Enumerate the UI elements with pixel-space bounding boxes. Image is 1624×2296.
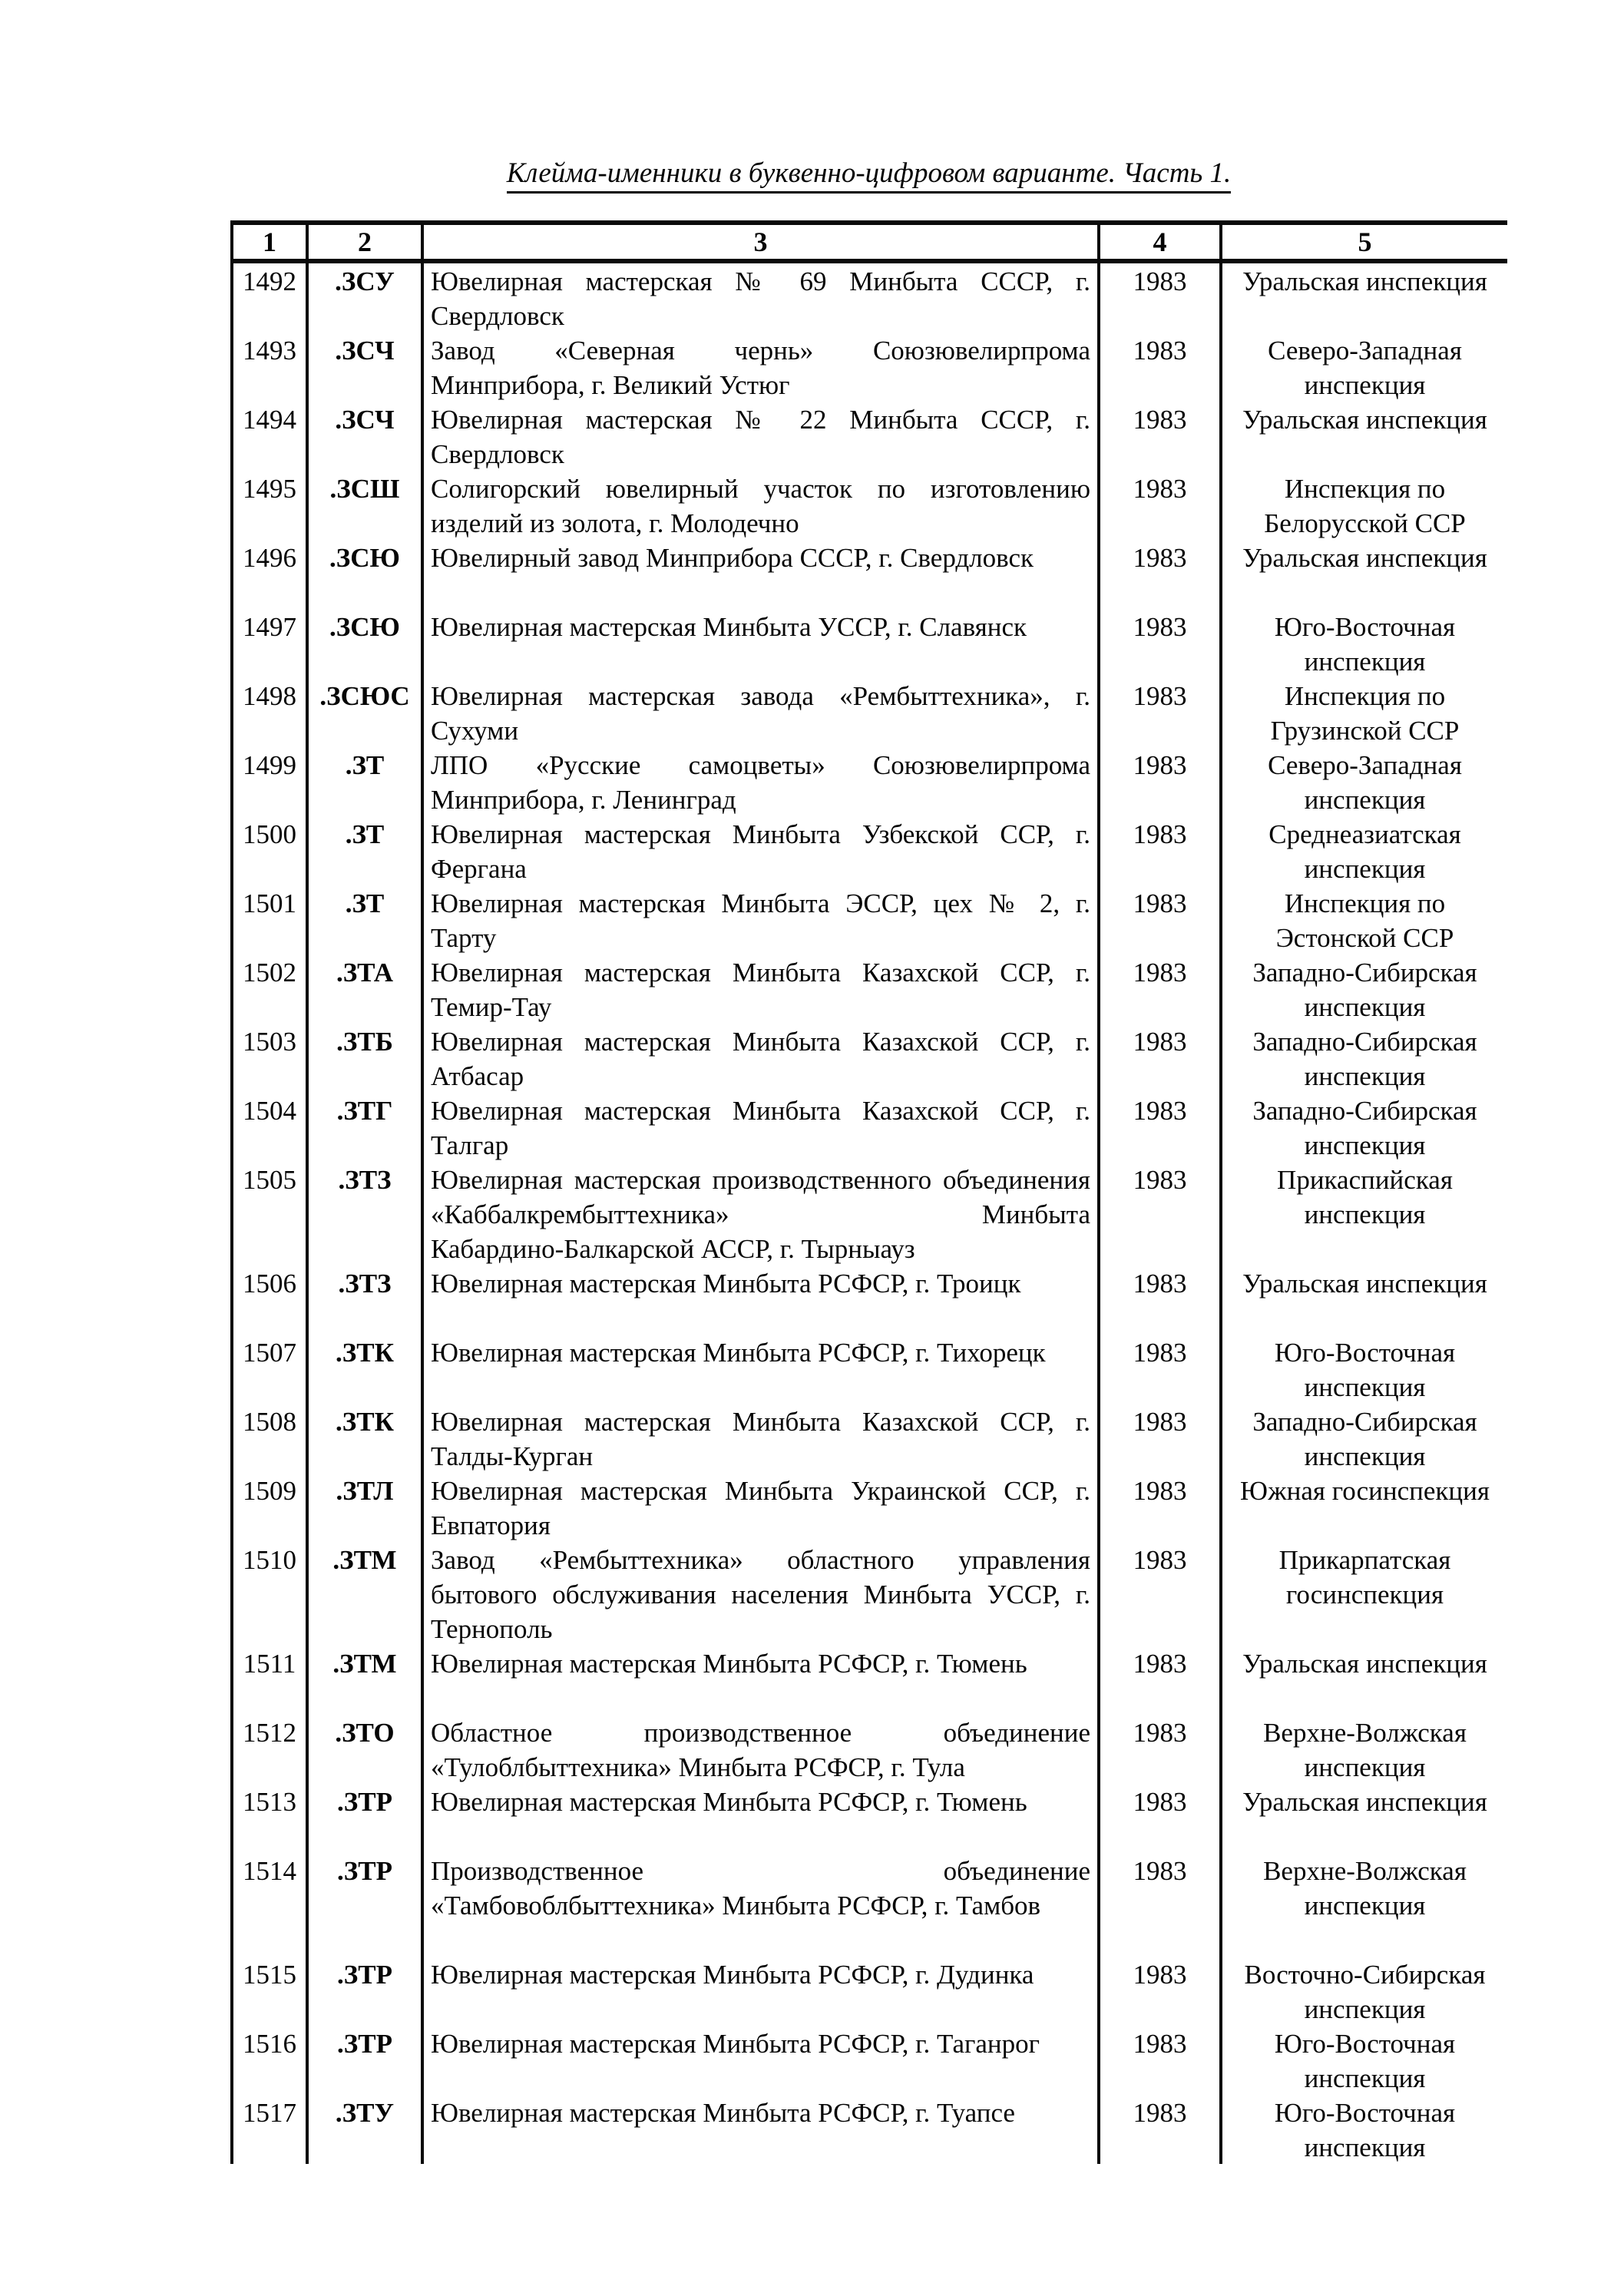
marks-table [230, 220, 1507, 2164]
cell-inspection [1222, 402, 1507, 471]
inspection-line: Западно-Сибирская [1252, 958, 1477, 988]
cell-inspection [1222, 609, 1507, 678]
cell-mark-code: .ЗСШ [309, 471, 424, 540]
cell-organization [424, 2095, 1100, 2164]
description-line: Ювелирная мастерская Минбыта РСФСР, г. Троицк [431, 1269, 1021, 1299]
inspection-line: Инспекция по [1284, 681, 1446, 711]
cell-row-number: 1501 [233, 885, 309, 954]
description-line: Тарту [431, 923, 497, 953]
description-line: Ювелирная мастерская Минбыта РСФСР, г. Тюмень [431, 1787, 1027, 1817]
cell-row-number: 1507 [233, 1335, 309, 1404]
description-line: Ювелирная мастерская Минбыта Казахской ССР, г. [431, 1027, 1090, 1057]
inspection-line: Юго-Восточная [1274, 1338, 1456, 1368]
cell-organization [424, 402, 1100, 471]
inspection-line: Юго-Восточная [1274, 612, 1456, 642]
cell-organization [424, 263, 1100, 332]
header-col-3: 3 [424, 225, 1100, 259]
page-title-text: Клейма-именники в буквенно-цифровом варианте. Часть 1. [507, 157, 1232, 194]
cell-organization [424, 816, 1100, 885]
cell-organization [424, 954, 1100, 1024]
description-line: Завод «Северная чернь» Союзювелирпрома [431, 336, 1090, 366]
inspection-line: Уральская инспекция [1242, 405, 1487, 435]
table-row [233, 1093, 1507, 1162]
description-line: Сухуми [431, 716, 519, 746]
description-line: Ювелирная мастерская Минбыта Казахской ССР, г. [431, 1407, 1090, 1437]
cell-inspection [1222, 2095, 1507, 2164]
cell-row-number: 1506 [233, 1265, 309, 1335]
cell-year: 1983 [1100, 2095, 1222, 2164]
cell-inspection [1222, 1715, 1507, 1784]
description-line: Ювелирная мастерская Минбыта Узбекской ССР, г. [431, 819, 1090, 849]
description-line: ЛПО «Русские самоцветы» Союзювелирпрома [431, 750, 1090, 780]
description-line: бытового обслуживания населения Минбыта УССР, г. [431, 1580, 1090, 1610]
description-line: Ювелирная мастерская завода «Рембыттехника», г. [431, 681, 1090, 711]
inspection-line: инспекция [1304, 2063, 1426, 2093]
cell-organization [424, 1024, 1100, 1093]
cell-inspection [1222, 1784, 1507, 1853]
cell-organization [424, 1162, 1100, 1265]
cell-organization [424, 1853, 1100, 1957]
cell-mark-code: .ЗСУ [309, 263, 424, 332]
description-line: Завод «Рембыттехника» областного управления [431, 1545, 1090, 1575]
cell-year: 1983 [1100, 816, 1222, 885]
table-row [233, 471, 1507, 540]
header-col-2: 2 [309, 225, 424, 259]
cell-year: 1983 [1100, 1715, 1222, 1784]
cell-inspection [1222, 1853, 1507, 1957]
inspection-line: Белорусской ССР [1264, 508, 1466, 538]
inspection-line: инспекция [1304, 1752, 1426, 1782]
table-row [233, 2095, 1507, 2164]
table-row [233, 1646, 1507, 1715]
cell-inspection [1222, 1024, 1507, 1093]
cell-organization [424, 1404, 1100, 1473]
cell-year: 1983 [1100, 1093, 1222, 1162]
table-row [233, 402, 1507, 471]
description-line: Свердловск [431, 439, 564, 469]
cell-mark-code: .ЗТГ [309, 1093, 424, 1162]
inspection-line: инспекция [1304, 1130, 1426, 1160]
cell-inspection [1222, 471, 1507, 540]
cell-row-number: 1517 [233, 2095, 309, 2164]
inspection-line: Эстонской ССР [1275, 923, 1454, 953]
cell-inspection [1222, 885, 1507, 954]
cell-row-number: 1503 [233, 1024, 309, 1093]
description-line: Ювелирная мастерская № 22 Минбыта СССР, г. [431, 405, 1090, 435]
cell-organization [424, 1542, 1100, 1646]
description-line: Ювелирная мастерская Минбыта Казахской ССР, г. [431, 958, 1090, 988]
cell-organization [424, 471, 1100, 540]
description-line: Свердловск [431, 301, 564, 331]
inspection-line: Южная госинспекция [1240, 1476, 1490, 1506]
table-row [233, 1542, 1507, 1646]
inspection-line: Уральская инспекция [1242, 543, 1487, 573]
cell-row-number: 1511 [233, 1646, 309, 1715]
cell-row-number: 1497 [233, 609, 309, 678]
header-col-4: 4 [1100, 225, 1222, 259]
cell-row-number: 1516 [233, 2026, 309, 2095]
inspection-line: Восточно-Сибирская [1244, 1960, 1486, 1990]
description-line: «Тамбовоблбыттехника» Минбыта РСФСР, г. Тамбов [431, 1891, 1041, 1921]
description-line: «Тулоблбыттехника» Минбыта РСФСР, г. Тула [431, 1752, 965, 1782]
cell-inspection [1222, 1473, 1507, 1542]
table-row [233, 263, 1507, 332]
inspection-line: Западно-Сибирская [1252, 1027, 1477, 1057]
cell-row-number: 1492 [233, 263, 309, 332]
inspection-line: инспекция [1304, 2132, 1426, 2162]
cell-row-number: 1499 [233, 747, 309, 816]
description-line: Солигорский ювелирный участок по изготовлению [431, 474, 1090, 504]
table-row [233, 1715, 1507, 1784]
cell-year: 1983 [1100, 540, 1222, 609]
inspection-line: инспекция [1304, 1199, 1426, 1229]
cell-year: 1983 [1100, 1473, 1222, 1542]
inspection-line: Инспекция по [1284, 888, 1446, 918]
cell-mark-code: .ЗТК [309, 1335, 424, 1404]
cell-year: 1983 [1100, 1646, 1222, 1715]
cell-organization [424, 1715, 1100, 1784]
cell-year: 1983 [1100, 678, 1222, 747]
cell-year: 1983 [1100, 402, 1222, 471]
cell-year: 1983 [1100, 2026, 1222, 2095]
table-row [233, 332, 1507, 402]
inspection-line: Западно-Сибирская [1252, 1096, 1477, 1126]
cell-organization [424, 609, 1100, 678]
cell-row-number: 1514 [233, 1853, 309, 1957]
description-line: Областное производственное объединение [431, 1718, 1090, 1748]
cell-inspection [1222, 1646, 1507, 1715]
inspection-line: Уральская инспекция [1242, 1269, 1487, 1299]
inspection-line: Среднеазиатская [1268, 819, 1461, 849]
description-line: Фергана [431, 854, 527, 884]
cell-row-number: 1500 [233, 816, 309, 885]
cell-mark-code: .ЗТЗ [309, 1162, 424, 1265]
description-line: Ювелирная мастерская Минбыта Украинской ССР, г. [431, 1476, 1090, 1506]
description-line: Талды-Курган [431, 1441, 594, 1471]
inspection-line: Юго-Восточная [1274, 2029, 1456, 2059]
cell-mark-code: .ЗСЮС [309, 678, 424, 747]
cell-row-number: 1509 [233, 1473, 309, 1542]
cell-year: 1983 [1100, 471, 1222, 540]
cell-organization [424, 1957, 1100, 2026]
cell-organization [424, 1265, 1100, 1335]
table-row [233, 678, 1507, 747]
cell-inspection [1222, 954, 1507, 1024]
table-body [233, 263, 1507, 2164]
cell-year: 1983 [1100, 1335, 1222, 1404]
cell-row-number: 1493 [233, 332, 309, 402]
description-line: Ювелирный завод Минприбора СССР, г. Свердловск [431, 543, 1034, 573]
table-row [233, 1473, 1507, 1542]
cell-row-number: 1495 [233, 471, 309, 540]
table-row [233, 747, 1507, 816]
inspection-line: Западно-Сибирская [1252, 1407, 1477, 1437]
cell-year: 1983 [1100, 332, 1222, 402]
inspection-line: инспекция [1304, 370, 1426, 400]
cell-mark-code: .ЗТ [309, 747, 424, 816]
description-line: Ювелирная мастерская Минбыта РСФСР, г. Туапсе [431, 2098, 1015, 2128]
table-row [233, 2026, 1507, 2095]
cell-mark-code: .ЗСЧ [309, 402, 424, 471]
cell-mark-code: .ЗТЛ [309, 1473, 424, 1542]
cell-row-number: 1515 [233, 1957, 309, 2026]
cell-year: 1983 [1100, 609, 1222, 678]
cell-mark-code: .ЗТ [309, 816, 424, 885]
cell-year: 1983 [1100, 1784, 1222, 1853]
description-line: Ювелирная мастерская Минбыта Казахской ССР, г. [431, 1096, 1090, 1126]
cell-inspection [1222, 1162, 1507, 1265]
cell-inspection [1222, 263, 1507, 332]
cell-row-number: 1513 [233, 1784, 309, 1853]
header-col-1: 1 [233, 225, 309, 259]
description-line: Ювелирная мастерская Минбыта ЭССР, цех № 2, г. [431, 888, 1090, 918]
cell-row-number: 1505 [233, 1162, 309, 1265]
inspection-line: инспекция [1304, 1061, 1426, 1091]
cell-mark-code: .ЗТМ [309, 1646, 424, 1715]
description-line: Минприбора, г. Великий Устюг [431, 370, 790, 400]
inspection-line: инспекция [1304, 854, 1426, 884]
inspection-line: инспекция [1304, 785, 1426, 815]
cell-mark-code: .ЗТК [309, 1404, 424, 1473]
cell-inspection [1222, 747, 1507, 816]
cell-organization [424, 678, 1100, 747]
inspection-line: Верхне-Волжская [1263, 1856, 1467, 1886]
cell-inspection [1222, 678, 1507, 747]
table-row [233, 1265, 1507, 1335]
cell-organization [424, 540, 1100, 609]
cell-mark-code: .ЗТР [309, 1957, 424, 2026]
cell-organization [424, 1784, 1100, 1853]
description-line: «Каббалкрембыттехника» Минбыта [431, 1199, 1090, 1229]
inspection-line: Северо-Западная [1268, 750, 1462, 780]
cell-mark-code: .ЗТР [309, 2026, 424, 2095]
description-line: Ювелирная мастерская Минбыта УССР, г. Славянск [431, 612, 1027, 642]
cell-mark-code: .ЗТА [309, 954, 424, 1024]
table-row [233, 1404, 1507, 1473]
description-line: Атбасар [431, 1061, 524, 1091]
cell-inspection [1222, 540, 1507, 609]
inspection-line: инспекция [1304, 1891, 1426, 1921]
inspection-line: Прикаспийская [1277, 1165, 1453, 1195]
description-line: Ювелирная мастерская Минбыта РСФСР, г. Дудинка [431, 1960, 1034, 1990]
inspection-line: Уральская инспекция [1242, 266, 1487, 296]
cell-inspection [1222, 1404, 1507, 1473]
cell-organization [424, 1646, 1100, 1715]
cell-organization [424, 332, 1100, 402]
cell-inspection [1222, 2026, 1507, 2095]
description-line: Ювелирная мастерская Минбыта РСФСР, г. Тихорецк [431, 1338, 1046, 1368]
cell-year: 1983 [1100, 1265, 1222, 1335]
description-line: Евпатория [431, 1510, 551, 1540]
table-row [233, 609, 1507, 678]
table-row [233, 1784, 1507, 1853]
inspection-line: инспекция [1304, 1441, 1426, 1471]
table-row [233, 1162, 1507, 1265]
cell-year: 1983 [1100, 1542, 1222, 1646]
inspection-line: Прикарпатская [1278, 1545, 1451, 1575]
description-line: Кабардино-Балкарской АССР, г. Тырныауз [431, 1234, 915, 1264]
description-line: Ювелирная мастерская № 69 Минбыта СССР, г. [431, 266, 1090, 296]
inspection-line: Уральская инспекция [1242, 1649, 1487, 1679]
cell-organization [424, 885, 1100, 954]
table-header-row [233, 225, 1507, 263]
cell-mark-code: .ЗСЧ [309, 332, 424, 402]
inspection-line: Северо-Западная [1268, 336, 1462, 366]
cell-row-number: 1510 [233, 1542, 309, 1646]
description-line: изделий из золота, г. Молодечно [431, 508, 799, 538]
cell-inspection [1222, 1335, 1507, 1404]
cell-organization [424, 1473, 1100, 1542]
cell-year: 1983 [1100, 1957, 1222, 2026]
cell-organization [424, 747, 1100, 816]
description-line: Ювелирная мастерская производственного объединения [431, 1165, 1090, 1195]
description-line: Ювелирная мастерская Минбыта РСФСР, г. Таганрог [431, 2029, 1040, 2059]
cell-year: 1983 [1100, 263, 1222, 332]
table-row [233, 1957, 1507, 2026]
inspection-line: госинспекция [1285, 1580, 1444, 1610]
cell-row-number: 1498 [233, 678, 309, 747]
cell-row-number: 1494 [233, 402, 309, 471]
cell-inspection [1222, 1542, 1507, 1646]
table-row [233, 816, 1507, 885]
inspection-line: инспекция [1304, 1994, 1426, 2024]
cell-inspection [1222, 1265, 1507, 1335]
inspection-line: Юго-Восточная [1274, 2098, 1456, 2128]
cell-organization [424, 1093, 1100, 1162]
inspection-line: Грузинской ССР [1270, 716, 1460, 746]
cell-row-number: 1504 [233, 1093, 309, 1162]
inspection-line: Инспекция по [1284, 474, 1446, 504]
cell-year: 1983 [1100, 1404, 1222, 1473]
inspection-line: Уральская инспекция [1242, 1787, 1487, 1817]
cell-year: 1983 [1100, 747, 1222, 816]
cell-inspection [1222, 816, 1507, 885]
cell-mark-code: .ЗТР [309, 1784, 424, 1853]
inspection-line: Верхне-Волжская [1263, 1718, 1467, 1748]
cell-mark-code: .ЗТУ [309, 2095, 424, 2164]
table-row [233, 1024, 1507, 1093]
table-row [233, 1853, 1507, 1957]
cell-year: 1983 [1100, 1162, 1222, 1265]
description-line: Минприбора, г. Ленинград [431, 785, 736, 815]
cell-mark-code: .ЗТБ [309, 1024, 424, 1093]
table-row [233, 1335, 1507, 1404]
header-col-5: 5 [1358, 227, 1372, 257]
cell-row-number: 1512 [233, 1715, 309, 1784]
cell-organization [424, 2026, 1100, 2095]
description-line: Производственное объединение [431, 1856, 1090, 1886]
cell-mark-code: .ЗТ [309, 885, 424, 954]
inspection-line: инспекция [1304, 647, 1426, 677]
inspection-line: инспекция [1304, 1372, 1426, 1402]
cell-year: 1983 [1100, 1853, 1222, 1957]
table-row [233, 954, 1507, 1024]
cell-mark-code: .ЗСЮ [309, 540, 424, 609]
page-title [230, 156, 1507, 191]
cell-row-number: 1508 [233, 1404, 309, 1473]
cell-year: 1983 [1100, 885, 1222, 954]
cell-mark-code: .ЗТО [309, 1715, 424, 1784]
cell-organization [424, 1335, 1100, 1404]
cell-year: 1983 [1100, 1024, 1222, 1093]
cell-year: 1983 [1100, 954, 1222, 1024]
table-row [233, 540, 1507, 609]
description-line: Темир-Тау [431, 992, 552, 1022]
cell-mark-code: .ЗТЗ [309, 1265, 424, 1335]
cell-row-number: 1502 [233, 954, 309, 1024]
cell-inspection [1222, 1093, 1507, 1162]
cell-mark-code: .ЗТМ [309, 1542, 424, 1646]
description-line: Тернополь [431, 1614, 553, 1644]
inspection-line: инспекция [1304, 992, 1426, 1022]
cell-row-number: 1496 [233, 540, 309, 609]
cell-inspection [1222, 1957, 1507, 2026]
cell-mark-code: .ЗТР [309, 1853, 424, 1957]
cell-mark-code: .ЗСЮ [309, 609, 424, 678]
cell-inspection [1222, 332, 1507, 402]
description-line: Ювелирная мастерская Минбыта РСФСР, г. Тюмень [431, 1649, 1027, 1679]
table-row [233, 885, 1507, 954]
description-line: Талгар [431, 1130, 509, 1160]
